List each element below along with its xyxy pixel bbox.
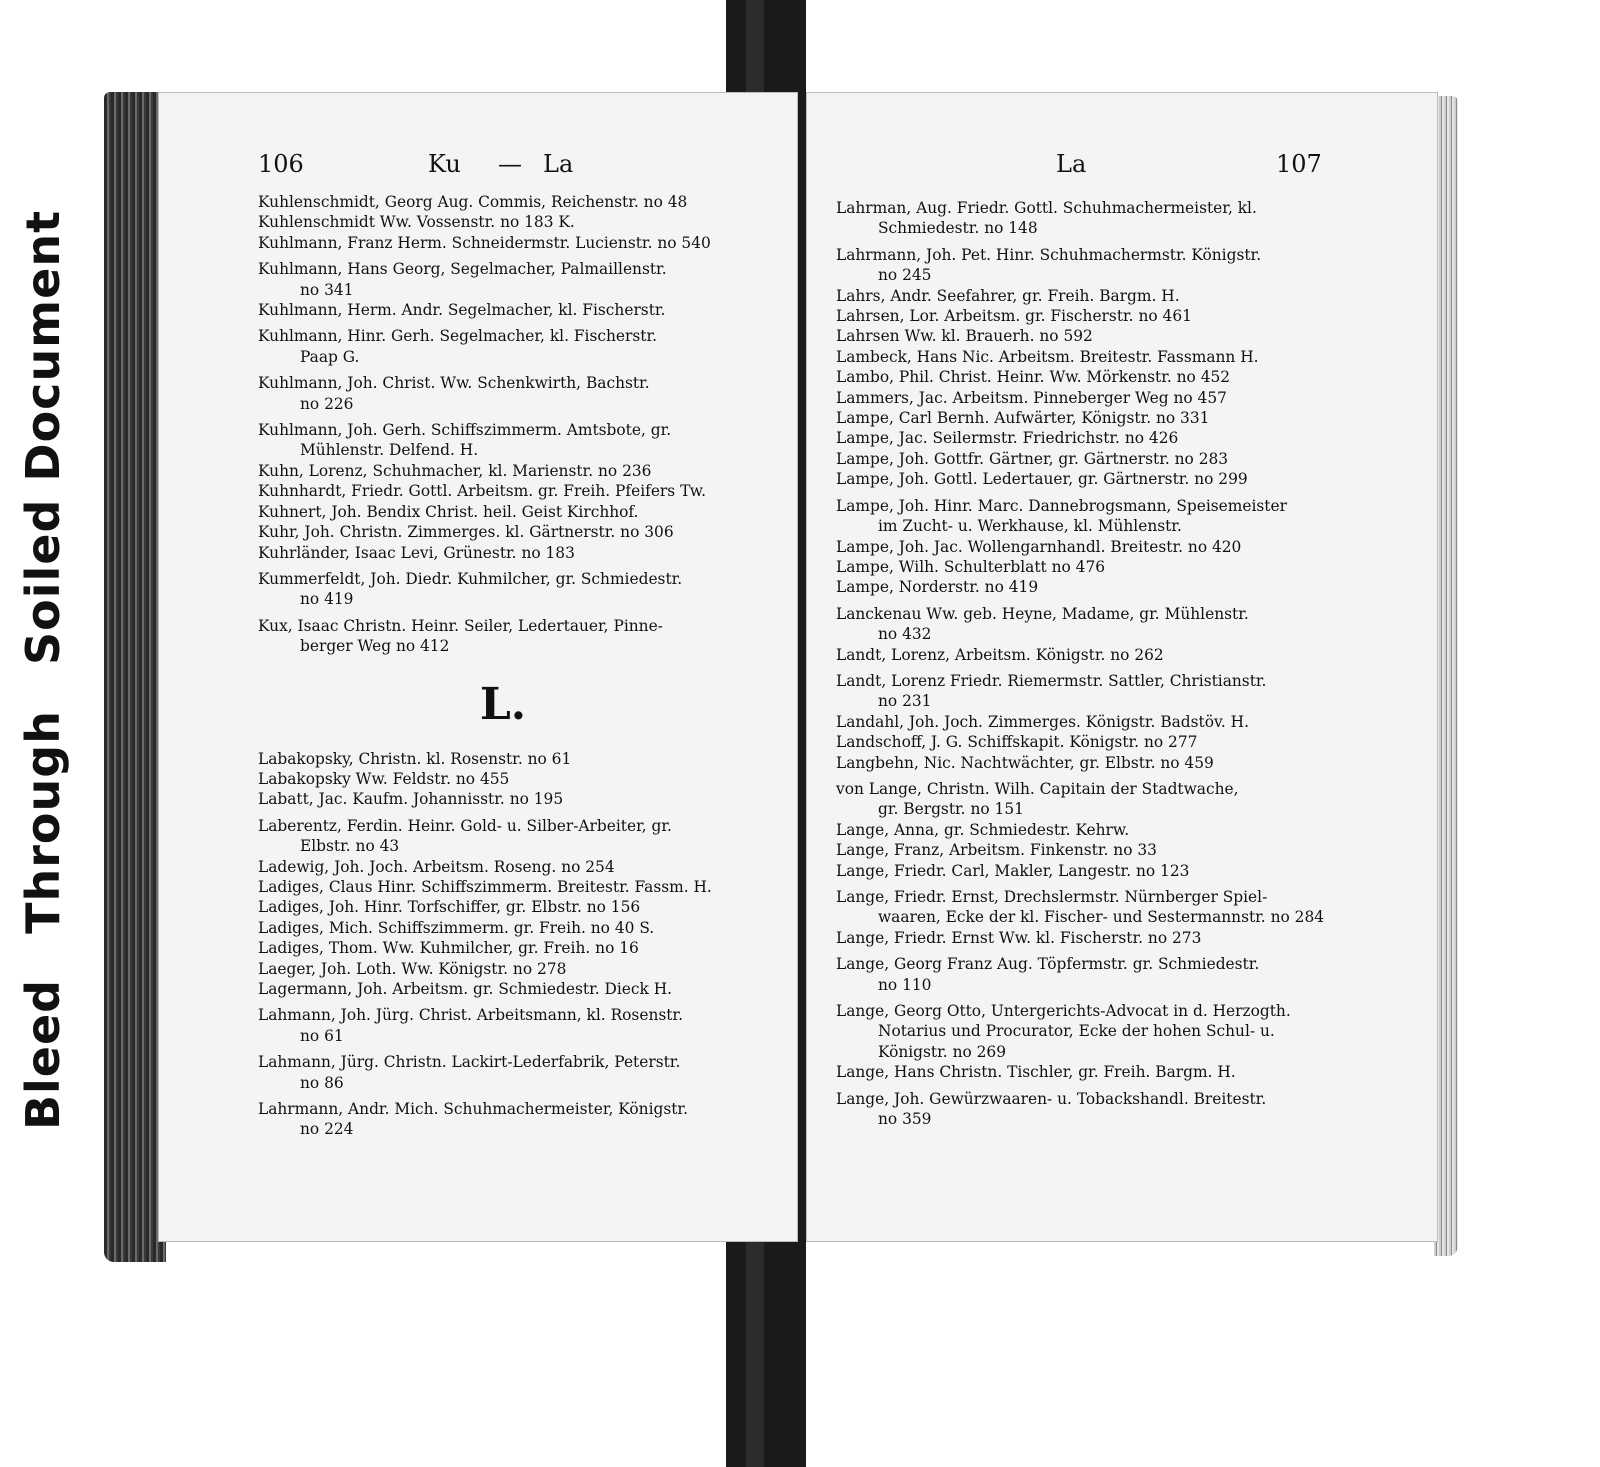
directory-entry (258, 522, 748, 542)
entry-line: Lahrsen Ww. kl. Brauerh. no 592 (836, 327, 1093, 346)
directory-entry (258, 300, 748, 320)
directory-entry (836, 732, 1341, 752)
entry-line: Ladiges, Joh. Hinr. Torfschiffer, gr. Elbstr. no 156 (258, 898, 641, 917)
directory-entry (258, 192, 748, 212)
right-entries (836, 192, 1341, 1129)
entry-line: Lampe, Wilh. Schulterblatt no 476 (836, 557, 1106, 576)
entry-continuation: no 61 (300, 1026, 344, 1045)
directory-entry (258, 543, 748, 563)
entry-line: Lange, Friedr. Ernst, Drechslermstr. Nürnberger Spiel- (836, 888, 1268, 906)
directory-entry (836, 537, 1341, 557)
entry-line: Kuhlmann, Joh. Christ. Ww. Schenkwirth, Bachstr. (258, 374, 650, 393)
book-page-edge-left (104, 92, 166, 1262)
directory-entry (258, 979, 748, 999)
entry-line: Lange, Joh. Gewürzwaaren- u. Tobackshandl. Breitestr. (836, 1089, 1267, 1108)
entry-continuation: Mühlenstr. Delfend. H. (300, 441, 479, 460)
entry-continuation: Paap G. (300, 347, 360, 366)
entry-line: Lange, Georg Otto, Untergerichts-Advocat in d. Herzogth. (836, 1002, 1291, 1021)
directory-entry (836, 887, 1341, 928)
header-dash: — (498, 150, 522, 178)
header-left-word: Ku (428, 150, 461, 178)
left-entries (258, 192, 748, 1140)
entry-line: Lahrs, Andr. Seefahrer, gr. Freih. Bargm. H. (836, 286, 1180, 305)
entry-line: Lange, Hans Christn. Tischler, gr. Freih. Bargm. H. (836, 1063, 1236, 1082)
directory-entry (836, 347, 1341, 367)
directory-entry (836, 1062, 1341, 1082)
side-label-word-3: Soiled Document (16, 209, 70, 666)
entry-line: Labakopsky Ww. Feldstr. no 455 (258, 769, 510, 788)
directory-entry (836, 712, 1341, 732)
entry-line: Lampe, Joh. Hinr. Marc. Dannebrogsmann, Speisemeister (836, 496, 1287, 515)
entry-line: Kuhlenschmidt Ww. Vossenstr. no 183 K. (258, 213, 575, 232)
directory-entry (836, 604, 1341, 645)
directory-entry (258, 789, 748, 809)
directory-entry (836, 928, 1341, 948)
directory-entry (836, 367, 1341, 387)
directory-entry (836, 954, 1341, 995)
entry-line: Kuhlmann, Franz Herm. Schneidermstr. Lucienstr. no 540 (258, 233, 711, 252)
entry-continuation: no 245 (878, 266, 932, 285)
entry-continuation: no 419 (300, 590, 354, 609)
entry-continuation: gr. Bergstr. no 151 (878, 800, 1024, 819)
entries-before-section (258, 192, 748, 657)
entry-continuation: no 226 (300, 394, 354, 413)
directory-entry (836, 840, 1341, 860)
entry-line: Ladiges, Claus Hinr. Schiffszimmerm. Breitestr. Fassm. H. (258, 877, 712, 896)
entry-continuation: Notarius und Procurator, Ecke der hohen Schul- u. Königstr. no 269 (878, 1022, 1275, 1061)
entry-line: Ladiges, Mich. Schiffszimmerm. gr. Freih. no 40 S. (258, 918, 655, 937)
entry-line: Lahmann, Jürg. Christn. Lackirt-Lederfabrik, Peterstr. (258, 1053, 681, 1072)
side-label-word-1: Bleed (16, 978, 70, 1131)
directory-entry (258, 461, 748, 481)
directory-entry (258, 816, 748, 857)
entry-line: Lammers, Jac. Arbeitsm. Pinneberger Weg no 457 (836, 388, 1227, 407)
entry-line: Lambeck, Hans Nic. Arbeitsm. Breitestr. Fassmann H. (836, 347, 1259, 366)
directory-entry (258, 938, 748, 958)
directory-entry (836, 557, 1341, 577)
entry-line: Kuhlenschmidt, Georg Aug. Commis, Reichenstr. no 48 (258, 193, 688, 211)
directory-entry (836, 496, 1341, 537)
entry-line: Kuhnhardt, Friedr. Gottl. Arbeitsm. gr. Freih. Pfeifers Tw. (258, 482, 707, 501)
entry-line: Ladewig, Joh. Joch. Arbeitsm. Roseng. no 254 (258, 857, 615, 876)
directory-entry (836, 1089, 1341, 1130)
entry-line: Labakopsky, Christn. kl. Rosenstr. no 61 (258, 749, 572, 768)
entry-line: Kuhlmann, Hans Georg, Segelmacher, Palmaillenstr. (258, 260, 667, 279)
entry-continuation: no 224 (300, 1120, 354, 1139)
directory-entry (258, 326, 748, 367)
entry-line: Kuhrländer, Isaac Levi, Grünestr. no 183 (258, 543, 575, 562)
directory-entry (836, 388, 1341, 408)
entry-continuation: berger Weg no 412 (300, 637, 450, 656)
directory-entry (258, 502, 748, 522)
right-page (806, 92, 1438, 1242)
directory-entry (258, 420, 748, 461)
section-letter: L. (479, 678, 527, 730)
directory-entry (836, 645, 1341, 665)
directory-entry (836, 326, 1341, 346)
header-center-word: La (1056, 150, 1087, 178)
directory-entry (258, 857, 748, 877)
directory-entry (258, 749, 748, 769)
directory-entry (258, 1052, 748, 1093)
entry-line: Kuhlmann, Joh. Gerh. Schiffszimmerm. Amtsbote, gr. (258, 421, 672, 440)
entry-line: Kuhlmann, Herm. Andr. Segelmacher, kl. Fischerstr. (258, 301, 666, 320)
side-label-word-2: Through (16, 710, 70, 934)
entry-continuation: no 359 (878, 1110, 932, 1129)
entry-line: Lampe, Joh. Gottl. Ledertauer, gr. Gärtnerstr. no 299 (836, 470, 1248, 489)
directory-entry (836, 671, 1341, 712)
directory-entry (258, 918, 748, 938)
entry-line: Lange, Friedr. Ernst Ww. kl. Fischerstr. no 273 (836, 928, 1202, 947)
entries-after-section (258, 749, 748, 1140)
right-page-header (806, 150, 1438, 184)
side-label (8, 140, 78, 1200)
directory-entry (836, 306, 1341, 326)
entry-continuation: no 110 (878, 975, 932, 994)
entry-continuation: waaren, Ecke der kl. Fischer- und Sestermannstr. no 284 (878, 908, 1325, 927)
entry-continuation: im Zucht- u. Werkhause, kl. Mühlenstr. (878, 517, 1182, 536)
entry-line: Laberentz, Ferdin. Heinr. Gold- u. Silber-Arbeiter, gr. (258, 816, 672, 835)
entry-line: Kuhn, Lorenz, Schuhmacher, kl. Marienstr. no 236 (258, 461, 652, 480)
directory-entry (258, 1099, 748, 1140)
page-number: 107 (1276, 150, 1322, 178)
directory-entry (836, 469, 1341, 489)
entry-line: von Lange, Christn. Wilh. Capitain der Stadtwache, (836, 779, 1239, 798)
directory-entry (836, 198, 1341, 239)
entry-line: Lahrmann, Joh. Pet. Hinr. Schuhmachermstr. Königstr. (836, 245, 1262, 264)
entry-continuation: no 231 (878, 692, 932, 711)
directory-entry (258, 259, 748, 300)
entry-line: Laeger, Joh. Loth. Ww. Königstr. no 278 (258, 959, 567, 978)
entry-continuation: no 86 (300, 1073, 344, 1092)
entry-line: Labatt, Jac. Kaufm. Johannisstr. no 195 (258, 790, 564, 809)
entry-line: Lagermann, Joh. Arbeitsm. gr. Schmiedestr. Dieck H. (258, 980, 673, 998)
directory-entry (836, 428, 1341, 448)
entry-line: Lange, Georg Franz Aug. Töpfermstr. gr. Schmiedestr. (836, 955, 1260, 974)
entry-line: Kux, Isaac Christn. Heinr. Seiler, Ledertauer, Pinne- (258, 616, 663, 635)
directory-entry (258, 481, 748, 501)
entry-line: Landahl, Joh. Joch. Zimmerges. Königstr. Badstöv. H. (836, 712, 1249, 731)
entry-line: Landt, Lorenz Friedr. Riemermstr. Sattler, Christianstr. (836, 671, 1267, 690)
directory-entry (258, 373, 748, 414)
entry-line: Lahrsen, Lor. Arbeitsm. gr. Fischerstr. no 461 (836, 307, 1192, 326)
entry-continuation: Schmiedestr. no 148 (878, 219, 1038, 238)
entry-line: Lanckenau Ww. geb. Heyne, Madame, gr. Mühlenstr. (836, 604, 1249, 623)
directory-entry (258, 616, 748, 657)
entry-line: Lampe, Norderstr. no 419 (836, 578, 1039, 597)
header-right-word: La (543, 150, 574, 178)
entry-line: Lange, Friedr. Carl, Makler, Langestr. no 123 (836, 861, 1190, 880)
directory-entry (258, 212, 748, 232)
entry-continuation: no 432 (878, 625, 932, 644)
entry-line: Lambo, Phil. Christ. Heinr. Ww. Mörkenstr. no 452 (836, 368, 1231, 387)
directory-entry (258, 233, 748, 253)
entry-line: Kuhlmann, Hinr. Gerh. Segelmacher, kl. Fischerstr. (258, 327, 658, 346)
entry-line: Landt, Lorenz, Arbeitsm. Königstr. no 262 (836, 645, 1164, 664)
entry-line: Landschoff, J. G. Schiffskapit. Königstr. no 277 (836, 733, 1198, 752)
directory-entry (258, 569, 748, 610)
entry-line: Lampe, Jac. Seilermstr. Friedrichstr. no 426 (836, 429, 1179, 448)
entry-line: Lahmann, Joh. Jürg. Christ. Arbeitsmann, kl. Rosenstr. (258, 1006, 683, 1025)
directory-entry (836, 449, 1341, 469)
directory-entry (258, 877, 748, 897)
directory-entry (836, 577, 1341, 597)
directory-entry (258, 959, 748, 979)
entry-line: Kuhnert, Joh. Bendix Christ. heil. Geist Kirchhof. (258, 502, 639, 521)
directory-entry (836, 286, 1341, 306)
directory-entry (258, 897, 748, 917)
directory-entry (836, 245, 1341, 286)
entry-line: Lahrmann, Andr. Mich. Schuhmachermeister, Königstr. (258, 1100, 688, 1119)
entry-continuation: no 341 (300, 280, 354, 299)
entry-line: Lange, Anna, gr. Schmiedestr. Kehrw. (836, 820, 1130, 839)
entry-continuation: Elbstr. no 43 (300, 837, 400, 856)
left-page-header (158, 150, 798, 184)
entry-line: Langbehn, Nic. Nachtwächter, gr. Elbstr. no 459 (836, 753, 1214, 772)
directory-entry (836, 753, 1341, 773)
entry-line: Lampe, Joh. Gottfr. Gärtner, gr. Gärtnerstr. no 283 (836, 449, 1229, 468)
entry-line: Ladiges, Thom. Ww. Kuhmilcher, gr. Freih. no 16 (258, 939, 639, 958)
directory-entry (836, 408, 1341, 428)
entry-line: Lampe, Carl Bernh. Aufwärter, Königstr. no 331 (836, 409, 1210, 428)
left-page (158, 92, 798, 1242)
entry-line: Lahrman, Aug. Friedr. Gottl. Schuhmachermeister, kl. (836, 199, 1257, 217)
directory-entry (258, 769, 748, 789)
directory-entry (836, 779, 1341, 820)
directory-entry (258, 1005, 748, 1046)
directory-entry (836, 1001, 1341, 1062)
entry-line: Kummerfeldt, Joh. Diedr. Kuhmilcher, gr. Schmiedestr. (258, 569, 683, 588)
entry-line: Kuhr, Joh. Christn. Zimmerges. kl. Gärtnerstr. no 306 (258, 523, 674, 542)
entry-line: Lange, Franz, Arbeitsm. Finkenstr. no 33 (836, 841, 1157, 860)
page-number: 106 (258, 150, 304, 178)
directory-entry (836, 820, 1341, 840)
entry-line: Lampe, Joh. Jac. Wollengarnhandl. Breitestr. no 420 (836, 537, 1242, 556)
directory-entry (836, 861, 1341, 881)
